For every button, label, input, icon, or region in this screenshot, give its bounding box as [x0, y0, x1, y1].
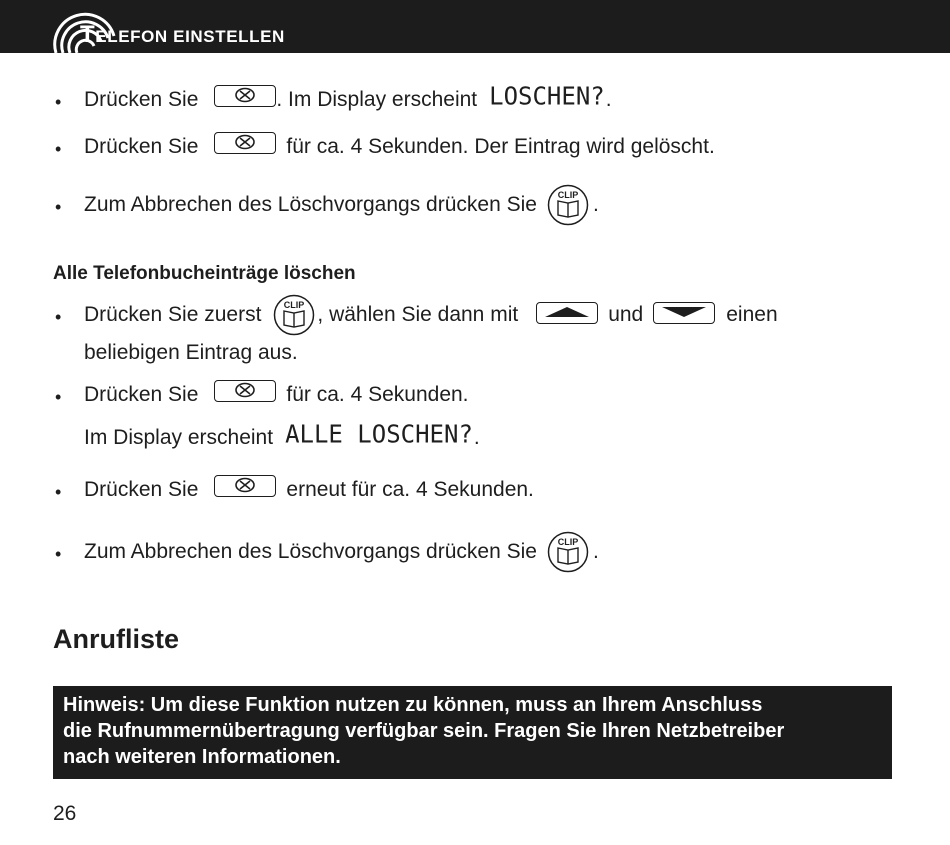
instruction-line: [84, 129, 715, 165]
punctuation: .: [592, 193, 599, 216]
instruction-line: [84, 297, 778, 333]
page-header: [0, 0, 950, 53]
instruction-text: Zum Abbrechen des Löschvorgangs drücken Sie: [84, 540, 537, 563]
note-line: die Rufnummernübertragung verfügbar sein. Fragen Sie Ihren Netzbetreiber: [63, 720, 785, 742]
instruction-text: für ca. 4 Sekunden. Der Eintrag wird gelöscht.: [286, 135, 715, 158]
instruction-text: einen: [726, 303, 778, 326]
instruction-line-continued: [84, 420, 480, 456]
lcd-display-text: LOSCHEN?: [489, 81, 605, 111]
note-line: nach weiteren Informationen.: [63, 746, 341, 768]
instruction-text: Drücken Sie: [84, 135, 199, 158]
instruction-text: Im Display erscheint: [84, 426, 274, 449]
bullet: •: [55, 307, 62, 327]
section-header-title: [80, 21, 285, 49]
instruction-text: , wählen Sie dann mit: [317, 303, 519, 326]
instruction-text: Drücken Sie zuerst: [84, 303, 262, 326]
instruction-text: erneut für ca. 4 Sekunden.: [286, 478, 534, 501]
instruction-text: und: [608, 303, 644, 326]
bullet: •: [55, 387, 62, 407]
delete-key-icon: [214, 85, 276, 107]
section-title: Anrufliste: [53, 624, 180, 654]
instruction-text: . Im Display erscheint: [276, 88, 478, 111]
bullet: •: [55, 197, 62, 217]
instruction-text: für ca. 4 Sekunden.: [286, 383, 469, 406]
punctuation: .: [592, 540, 599, 563]
subheading: Alle Telefonbucheinträge löschen: [53, 263, 356, 284]
svg-text:CLIP: CLIP: [557, 537, 579, 547]
instruction-text: Drücken Sie: [84, 383, 199, 406]
bullet: •: [55, 544, 62, 564]
delete-key-icon: [214, 475, 276, 497]
header-title-initial: T: [80, 21, 96, 48]
header-title-rest: ELEFON EINSTELLEN: [95, 27, 285, 46]
clip-phonebook-key-icon: [273, 294, 315, 336]
svg-text:CLIP: CLIP: [557, 190, 579, 200]
punctuation: .: [605, 88, 612, 111]
delete-key-icon: [214, 132, 276, 154]
instruction-text: Drücken Sie: [84, 88, 199, 111]
bullet: •: [55, 139, 62, 159]
instruction-line: [84, 377, 469, 413]
instruction-line: [84, 472, 534, 508]
instruction-text: Zum Abbrechen des Löschvorgangs drücken Sie: [84, 193, 537, 216]
instruction-text: Drücken Sie: [84, 478, 199, 501]
instruction-line-continued: [84, 335, 298, 371]
lcd-display-text: ALLE LOSCHEN?: [285, 419, 473, 449]
delete-key-icon: [214, 380, 276, 402]
note-box: [53, 686, 892, 779]
note-line: Hinweis: Um diese Funktion nutzen zu können, muss an Ihrem Anschluss: [63, 694, 763, 716]
up-arrow-key-icon: [536, 302, 598, 324]
bullet: •: [55, 92, 62, 112]
clip-phonebook-key-icon: [547, 531, 589, 573]
punctuation: .: [473, 426, 480, 449]
instruction-text: beliebigen Eintrag aus.: [84, 341, 298, 364]
svg-text:CLIP: CLIP: [284, 300, 305, 310]
down-arrow-key-icon: [653, 302, 715, 324]
page-number: 26: [53, 802, 77, 825]
bullet: •: [55, 482, 62, 502]
clip-phonebook-key-icon: [547, 184, 589, 226]
instruction-line: [84, 187, 599, 223]
instruction-line: [84, 82, 612, 118]
instruction-line: [84, 534, 599, 570]
